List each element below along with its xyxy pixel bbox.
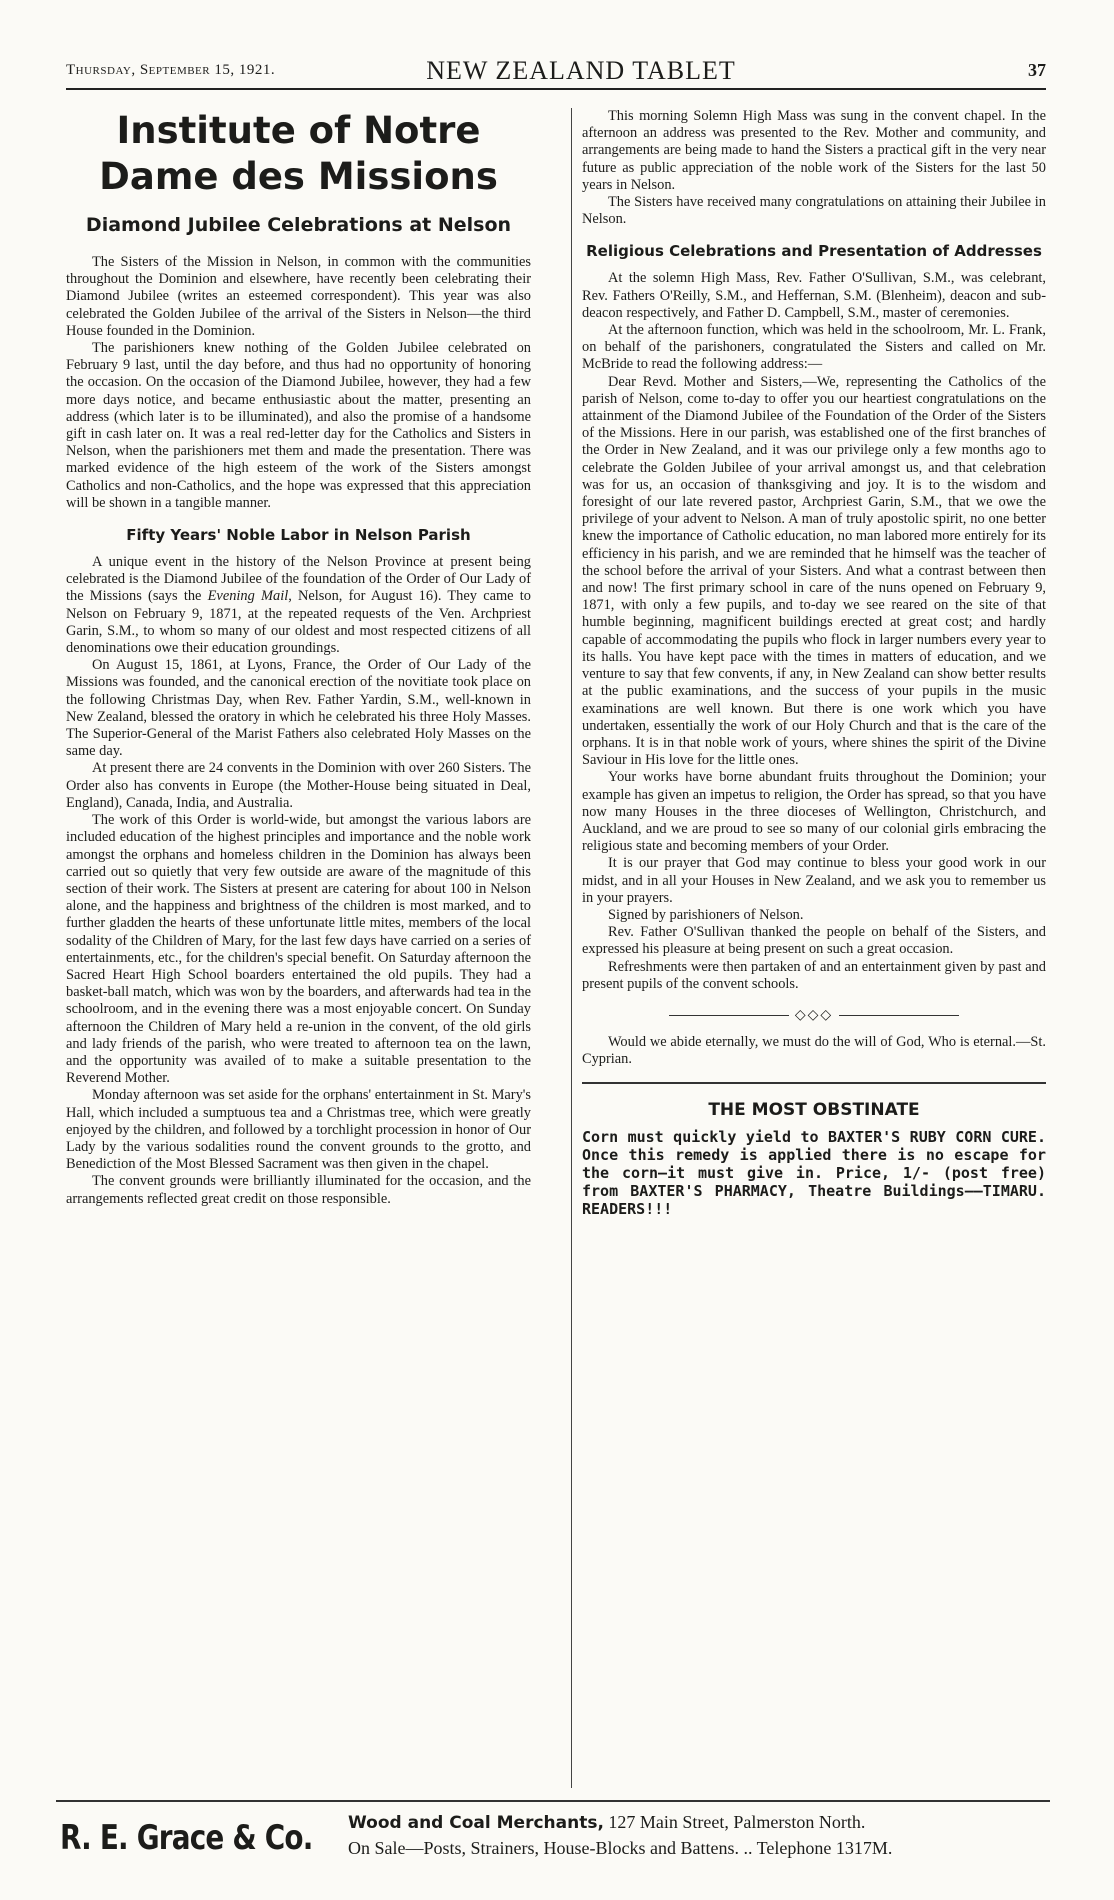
right-column bbox=[582, 108, 1046, 1788]
section-heading: Fifty Years' Noble Labor in Nelson Parish bbox=[126, 526, 471, 545]
address-paragraph: It is our prayer that God may continue to bless your good work in our midst, and in all your Houses in New Zealand, and we ask you to remember us in your prayers. bbox=[582, 855, 1046, 906]
ornamental-divider bbox=[582, 1007, 1046, 1024]
intro-paragraph: The Sisters of the Mission in Nelson, in common with the communities throughout the Dominion and elsewhere, have recently been celebrating their Diamond Jubilee (writes an esteemed correspondent). This year was also celebrated the Golden Jubilee of the arrival of the Sisters in Nelson—the third House founded in the Dominion. bbox=[66, 254, 531, 339]
section-rule bbox=[582, 1082, 1046, 1084]
address-paragraph: Dear Revd. Mother and Sisters,—We, representing the Catholics of the parish of Nelson, come to-day to offer you our heartiest congratulations on the attainment of the Diamond Jubilee of the Foundation of the Order of the Sisters of the Missions. Here in our parish, was established one of the first branches of the Order in New Zealand, and it was our privilege only a few months ago to celebrate the Golden Jubilee of your arrival amongst us, and that celebration was for us, an occasion of thanksgiving and joy. It is to the wisdom and foresight of our late revered pastor, Archpriest Garin, S.M., that we owe the privilege of your advent to Nelson. A man of truly apostolic spirit, no one better knew the importance of Catholic education, no man labored more entirely for its efficiency in his parish, and we are reminded that he himself was the teacher of the school before the arrival of your Sisters. And what a contrast between then and now! The first primary school in care of the nuns opened on February 9, 1871, with only a few pupils, and to-day we see reared on the site of that humble beginning, magnificent buildings erected at great cost; and hardly capable of accommodating the pupils who flock in larger numbers every year to its halls. You have kept pace with the times in matters of education, and we venture to say that few convents, if any, in New Zealand can show better results at the public examinations, and the success of your pupils in the music examinations are well known. But there is one work which you have undertaken, essentially the work of our Holy Church and that is the care of the orphans. It is in that noble work of yours, where shines the spirit of the Divine Saviour in His love for the little ones. bbox=[582, 373, 1046, 769]
newspaper-title: NEW ZEALAND TABLET bbox=[426, 56, 736, 85]
diamond-ornament-icon: ◇◇◇ bbox=[794, 1007, 834, 1023]
intro-paragraph: The parishioners knew nothing of the Golden Jubilee celebrated on February 9 last, until the day before, and thus had no opportunity of honoring the occasion. On the occasion of the Diamond Jubilee, however, they had a few more days notice, and became enthusiastic about the matter, presenting an address (which later is to be illuminated), and also the promise of a handsome gift in cash later on. It was a real red-letter day for the Catholics and Sisters in Nelson, when the parishioners met them and made the presentation. There was marked evidence of the high esteem of the work of the Sisters amongst Catholics and non-Catholics, and the hope was expressed that this appreciation will be shown in a tangible manner. bbox=[66, 340, 531, 511]
business-address: 127 Main Street, Palmerston North. bbox=[603, 1812, 866, 1832]
section2-paragraph: At the afternoon function, which was held in the schoolroom, Mr. L. Frank, on behalf of the parishoners, congratulated the Sisters and called on Mr. McBride to read the following address:— bbox=[582, 322, 1046, 373]
section1-paragraph: Monday afternoon was set aside for the orphans' entertainment in St. Mary's Hall, which included a sumptuous tea and a Christmas tree, which were greatly enjoyed by the children, and followed by a torchlight procession in honor of Our Lady by the various sodalities round the convent grounds to the grotto, and Benediction of the Most Blessed Sacrament was then given in the chapel. bbox=[66, 1087, 531, 1173]
section2-paragraph: Refreshments were then partaken of and an entertainment given by past and present pupils of the convent schools. bbox=[582, 958, 1046, 992]
divider-line bbox=[669, 1015, 789, 1016]
divider-line bbox=[839, 1015, 959, 1016]
column-rule bbox=[571, 108, 572, 1788]
article-title: Institute of Notre Dame des Missions bbox=[99, 109, 498, 198]
text-run: A unique event in the history of the Nelson Province at present being celebrated is the Diamond Jubilee of the foundation of the Order of Our Lady of the Missions (says the bbox=[66, 554, 531, 605]
section2-paragraph: Rev. Father O'Sullivan thanked the people on behalf of the Sisters, and expressed his pleasure at being present on such a great occasion. bbox=[582, 924, 1046, 958]
address-signature: Signed by parishioners of Nelson. bbox=[608, 906, 804, 923]
article-paragraph: This morning Solemn High Mass was sung in the convent chapel. In the afternoon an address was presented to the Rev. Mother and community, and arrangements are being made to hand the Sisters a practical gift in the very near future as public appreciation of the noble work of the Sisters for the last 50 years in Nelson. bbox=[582, 108, 1046, 193]
section1-paragraph bbox=[66, 554, 531, 657]
left-column bbox=[66, 108, 531, 1788]
company-name: R. E. Grace & Co. bbox=[60, 1818, 313, 1858]
page-number: 37 bbox=[1028, 60, 1046, 80]
article-subtitle: Diamond Jubilee Celebrations at Nelson bbox=[85, 214, 512, 236]
text-run: , Nelson, for August 16). They came to Nelson on February 9, 1871, at the repeated requests of the Ven. Archpriest Garin, S.M., to whom so many of our oldest and most respected citizens of all denominations owe their education groundings. bbox=[66, 588, 531, 657]
masthead bbox=[66, 56, 1046, 90]
section1-paragraph: The convent grounds were brilliantly illuminated for the occasion, and the arrangements reflected great credit on those responsible. bbox=[66, 1173, 531, 1207]
business-type: Wood and Coal Merchants, bbox=[348, 1813, 604, 1833]
address-paragraph: Your works have borne abundant fruits throughout the Dominion; your example has given an impetus to religion, the Order has spread, so that you have now many Houses in the three dioceses of Wellington, Christchurch, and Auckland, and we are proud to see so many of our colonial girls embracing the religious state and becoming members of your Order. bbox=[582, 769, 1046, 855]
section1-paragraph: At present there are 24 convents in the Dominion with over 260 Sisters. The Order also has convents in Europe (the Mother-House being situated in Deal, England), Canada, India, and Australia. bbox=[66, 760, 531, 811]
article-paragraph: The Sisters have received many congratulations on attaining their Jubilee in Nelson. bbox=[582, 194, 1046, 228]
section1-paragraph: The work of this Order is world-wide, but amongst the various labors are included education of the highest principles and importance and the noble work amongst the orphans and homeless children in the Dominion has always been carried out so quietly that very few outside are aware of the magnitude of this section of their work. The Sisters at present are catering for about 100 in Nelson alone, and the happiness and brightness of the children is most marked, and to further gladden the hearts of these unfortunate little mites, members of the local sodality of the Children of Mary, for the last few days have carried on a series of entertainments, etc., for the children's special benefit. On Saturday afternoon the Sacred Heart High School boarders entertained the old pupils. They had a basket-ball match, which was won by the boarders, and afterwards had tea in the schoolroom, and in the evening there was a most enjoyable concert. On Sunday afternoon the Children of Mary held a re-union in the convent, of the old girls and lady friends of the parish, who were treated to afternoon tea on the lawn, and the opportunity was availed of to make a suitable presentation to the Reverend Mother. bbox=[66, 812, 531, 1087]
ad-title: THE MOST OBSTINATE bbox=[708, 1100, 920, 1121]
footer-advertisement bbox=[56, 1800, 1050, 1870]
newspaper-citation: Evening Mail bbox=[207, 588, 289, 605]
section-heading: Religious Celebrations and Presentation of Addresses bbox=[586, 242, 1042, 261]
ad-body: Corn must quickly yield to BAXTER'S RUBY CORN CURE. Once this remedy is applied there is no escape for the corn—it must give in. Price, 1/- (post free) from BAXTER'S PHARMACY, Theatre Buildings——TIMARU. READERS!!! bbox=[582, 1128, 1046, 1219]
section1-paragraph: On August 15, 1861, at Lyons, France, the Order of Our Lady of the Missions was founded, and the canonical erection of the novitiate took place on the following Christmas Day, when Rev. Father Yardin, S.M., well-known in New Zealand, blessed the oratory in which he celebrated his three Holy Masses. The Superior-General of the Marist Fathers also celebrated Holy Masses on the same day. bbox=[66, 657, 531, 760]
issue-date: Thursday, September 15, 1921. bbox=[66, 62, 276, 78]
footer-ad-line: On Sale—Posts, Strainers, House-Blocks and Battens. .. Telephone 1317M. bbox=[348, 1838, 893, 1858]
section2-paragraph: At the solemn High Mass, Rev. Father O'Sullivan, S.M., was celebrant, Rev. Fathers O'Reilly, S.M., and Heffernan, S.M. (Blenheim), deacon and sub-deacon respectively, and Father D. Campbell, S.M., master of ceremonies. bbox=[582, 270, 1046, 321]
footer-ad-line bbox=[348, 1812, 865, 1833]
quotation: Would we abide eternally, we must do the will of God, Who is eternal.—St. Cyprian. bbox=[582, 1033, 1046, 1068]
